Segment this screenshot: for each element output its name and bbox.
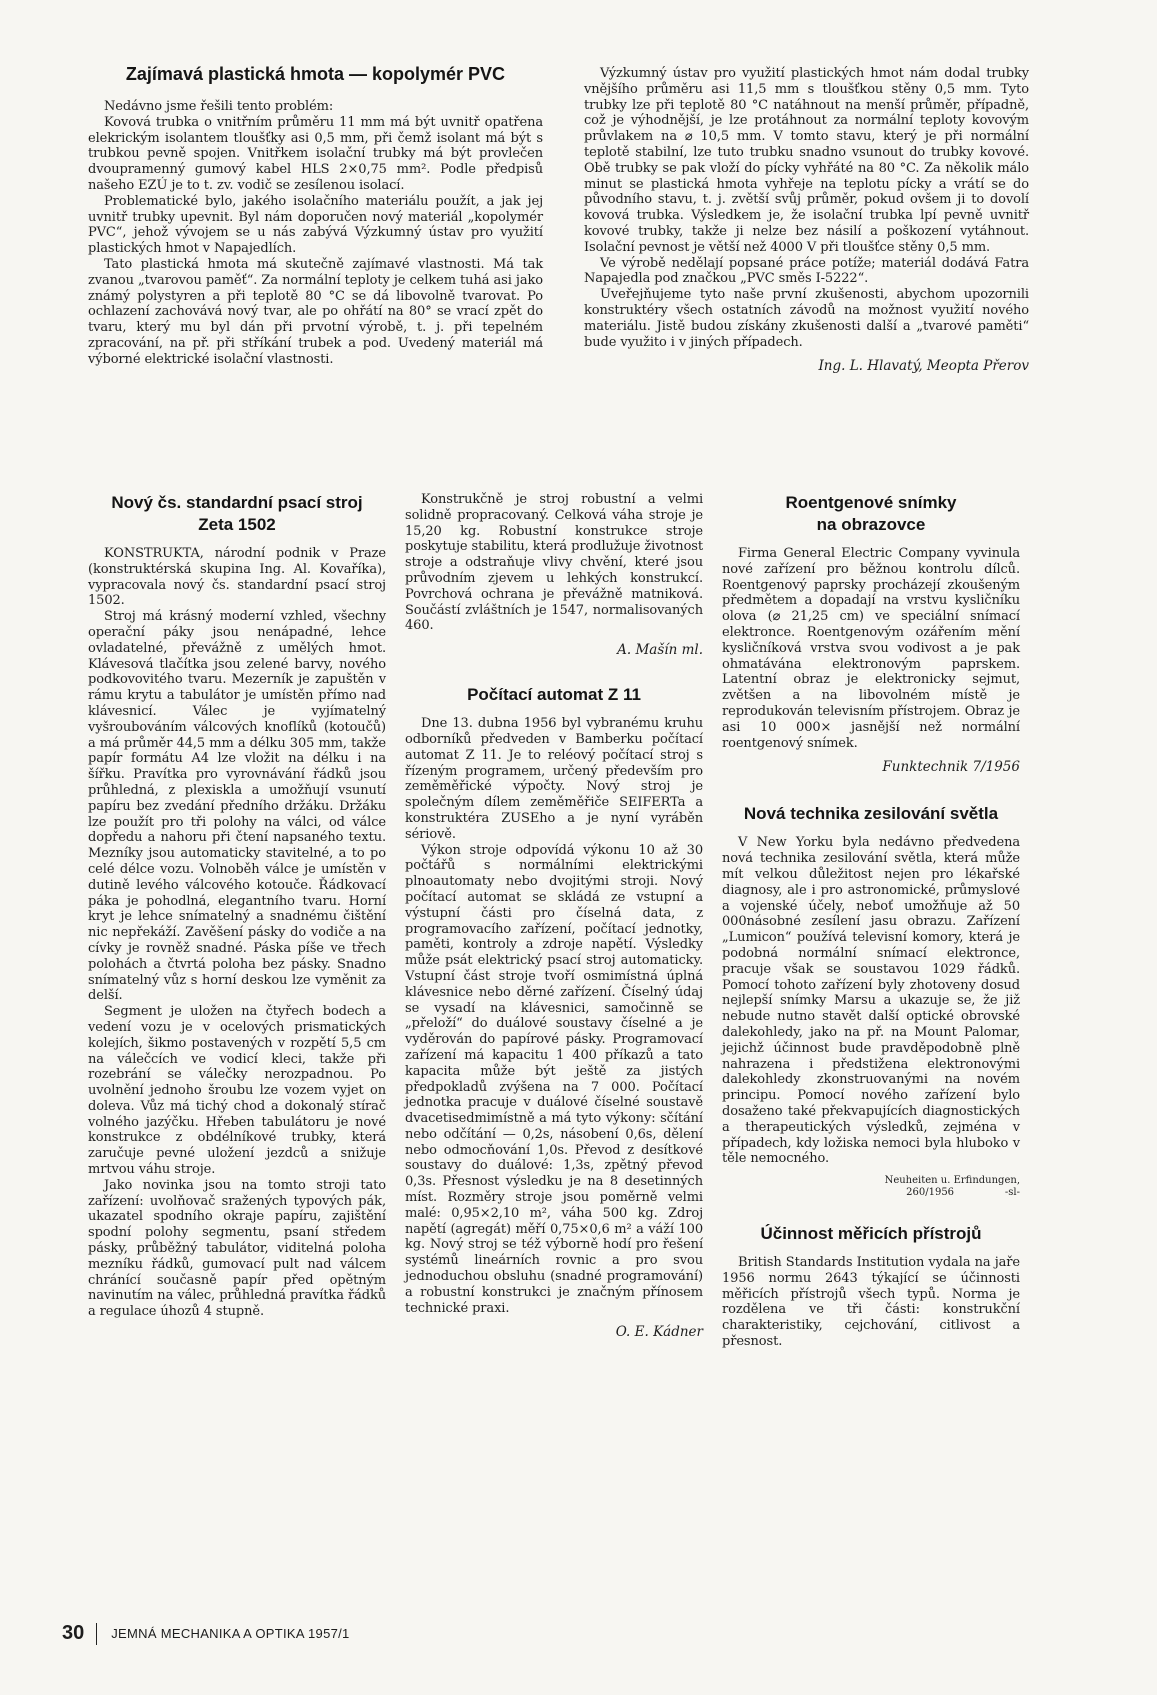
paragraph: Konstrukčně je stroj robustní a velmi solidně propracovaný. Celková váha stroje je 15,20 kg. Robustní konstrukce stroje poskytuje stabilitu, která prodlužuje životnost stroje a odstraňuje vlivy chvění, které jsou průvodním zjevem u lehkých konstrukcí. Povrchová ochrana je převážně matniková. Součástí zvláštních je 1547, normalisovaných 460. <box>405 492 703 634</box>
paragraph: Ve výrobě nedělají popsané práce potíže; materiál dodává Fatra Napajedla pod značkou „PVC směs I-5222“. <box>584 255 1029 287</box>
article-title <box>722 492 1020 536</box>
article-title: Nová technika zesilování světla <box>743 804 999 824</box>
page-footer <box>62 1622 350 1645</box>
paragraph: Uveřejňujeme tyto naše první zkušenosti, abychom upozornili konstruktéry všech ostatních závodů na možnost využití nového materiálu. Jistě budou získány zkušenosti další a „tvarové paměti“ bude využito i v jiných případech. <box>584 287 1029 350</box>
footer-divider <box>96 1623 97 1645</box>
article-title: Počítací automat Z 11 <box>467 685 641 705</box>
title-line: Nový čs. standardní psací stroj <box>111 493 363 512</box>
paragraph: Tato plastická hmota má skutečně zajímavé vlastnosti. Má tak zvanou „tvarovou paměť“. Za normální teploty je celkem tuhá asi jako známý polystyren a při teplotě 80 °C se dá libovolně tvarovat. Po ochlazení zachovává nový tvar, ale po ohřátí na 80° se vrací zpět do tvaru, který mu byl dán při prvotní výrobě, t. j. při tepelném zpracování, na př. při stříkání trubek a pod. Uvedený materiál má výborné elektrické isolační vlastnosti. <box>88 256 543 367</box>
article-title: Zajímavá plastická hmota — kopolymér PVC <box>125 64 506 84</box>
paragraph: V New Yorku byla nedávno předvedena nová technika zesilování světla, která může mít velkou důležitost nejen pro lékařské diagnosy, ale i pro astronomické, průmyslové a vojenské účely, neboť umožňuje až 50 000násobné zesílení jasu obrazu. Zařízení „Lumicon“ používá televisní komory, která je podobná normální snímací elektronce, pracuje však se soustavou 1029 řádků. Pomocí tohoto zařízení byly zhotoveny dosud nejlepší snímky Marsu a ukazuje se, že již nebude nutno stavět další optické obrovské dalekohledy, jako na př. na Mount Palomar, jejichž účinnost bude pravděpodobně plně nahrazena i předstižena elektronovými dalekohledy zkonstruovanými na novém principu. Pomocí nového zařízení bylo dosaženo také překvapujících diagnostických a therapeutických výsledků, zejména v případech, kdy ložiska nemoci byla hluboko v těle nemocného. <box>722 835 1020 1167</box>
article-zeta-col-1 <box>88 492 386 1320</box>
paragraph: Dne 13. dubna 1956 byl vybranému kruhu odborníků předveden v Bamberku počítací automat Z 11. Je to reléový počítací stroj s řízeným programem, určený především pro zeměměřické výpočty. Nový stroj je společným dílem zeměměřiče SEIFERTa a konstruktéra ZUSEho a je nyní vyráběn sériově. <box>405 716 703 842</box>
paragraph: KONSTRUKTA, národní podnik v Praze (konstruktérská skupina Ing. Al. Kovaříka), vypracovala nový čs. standardní psací stroj 1502. <box>88 546 386 609</box>
paragraph: British Standards Institution vydala na jaře 1956 normu 2643 týkající se účinnosti měřicích přístrojů všech typů. Norma je rozdělena ve tři části: konstrukční charakteristiky, cejchování, citlivost a přesnost. <box>722 1255 1020 1350</box>
title-line: na obrazovce <box>816 515 926 534</box>
paragraph: Segment je uložen na čtyřech bodech a vedení vozu je v ocelových prismatických kolejích, šikmo postavených v rozpětí 5,5 cm na válečcích ve vodicí kleci, takže při rozebrání se válečky nerozpadnou. Po uvolnění jednoho šroubu lze vozem vyjet on doleva. Vůz má tichý chod a dokonalý stírač volného jazýčku. Hřeben tabulátoru je nové konstrukce z obdélníkové trubky, která zaručuje pevné uložení jezdců a snižuje mrtvou váhu stroje. <box>88 1004 386 1178</box>
author-signature: Ing. L. Hlavatý, Meopta Přerov <box>818 358 1029 375</box>
journal-title: JEMNÁ MECHANIKA A OPTIKA 1957/1 <box>111 1626 350 1641</box>
author-signature: O. E. Kádner <box>615 1324 703 1341</box>
paragraph: Problematické bylo, jakého isolačního materiálu použít, a jak jej uvnitř trubky upevnit. Byl nám doporučen nový materiál „kopolymér PVC“, jehož vývojem se u nás zabývá Výzkumný ústav pro využití plastických hmot v Napajedlích. <box>88 193 543 257</box>
article-kopolymer-col-1 <box>88 64 543 368</box>
source-line: 260/1956 -sl- <box>906 1187 1020 1199</box>
source-citation: Funktechnik 7/1956 <box>882 759 1020 776</box>
author-signature: A. Mašín ml. <box>617 642 703 659</box>
title-line: Roentgenové snímky <box>785 493 957 512</box>
page-number: 30 <box>62 1622 85 1644</box>
paragraph: Nedávno jsme řešili tento problém: <box>104 99 334 114</box>
paragraph: Výkon stroje odpovídá výkonu 10 až 30 počtářů s normálními elektrickými plnoautomaty nebo dvojitými stroji. Nový počítací automat se skládá ze vstupní a výstupní části pro číselná data, z programovacího zařízení, počítací jednotky, paměti, kontroly a zdroje napětí. Výsledky může psát elektrický psací stroj automaticky. Vstupní část stroje tvoří osmimístná úplná klávesnice nebo děrné zařízení. Číselný údaj se vysadí na klávesnici, samočinně se „přeloží“ do duálové soustavy číselné a je vyděrován do papírové pásky. Programovací zařízení má kapacitu 1 400 příkazů a tato kapacita může být ještě za jistých předpokladů zvýšena na 7 000. Počítací jednotka pracuje v duálové číselné soustavě dvacetisedmimístně a má tyto výkony: sčítání nebo odčítání — 0,2s, násobení 0,6s, dělení nebo odmocňování 1,0s. Převod z desítkové soustavy do duálové: 1,3s, zpětný převod 0,3s. Přesnost výsledku je na 8 desetinných míst. Rozměry stroje jsou poměrně velmi malé: 0,95×2,10 m², váha 500 kg. Zdroj napětí (agregát) měří 0,75×0,6 m² a váží 100 kg. Nový stroj se též výborně hodí pro řešení systémů lineárních rovnic a pro svou jednoduchou obsluhu (snadné programování) a robustní konstrukci je značným přínosem technické praxi. <box>405 842 703 1316</box>
paragraph: Kovová trubka o vnitřním průměru 11 mm má být uvnitř opatřena elekrickým isolantem tloušťky asi 0,5 mm, při čemž isolant má být s trubkou pevně spojen. Vnitřkem isolační trubky má být provlečen dvoupramenný gumový kabel HLS 2×0,75 mm². Podle předpisů našeho EZÚ je to t. zv. vodič se zesílenou isolací. <box>88 114 543 193</box>
column-middle <box>405 492 703 1340</box>
paragraph: Výzkumný ústav pro využití plastických hmot nám dodal trubky vnějšího průměru asi 11,5 mm s tloušťkou stěny 0,5 mm. Tyto trubky lze při teplotě 80 °C natáhnout na menší průměr, případně, což je výhodnější, je lze protáhnout za normální teploty kovovým průvlakem na ⌀ 10,5 mm. V tomto stavu, který je při normální teplotě stabilní, lze tuto trubku snadno vsunout do trubky kovové. Obě trubky se pak vloží do pícky vyhřáté na 80 °C. Za několik málo minut se plastická hmota vyhřeje na teplotu pícky a vrátí se do původního stavu, t. j. zvětší svůj průměr, pokud ovšem ji to dovolí kovová trubka. Výsledkem je, že isolační trubka lpí pevně uvnitř kovové trubky, takže ji nelze bez násilí a poškození vytáhnout. Isolační pevnost je větší než 4000 V při tloušťce stěny 0,5 mm. <box>584 66 1029 255</box>
article-title <box>88 492 386 536</box>
article-kopolymer-col-2 <box>584 66 1029 374</box>
source-citation <box>722 1175 1020 1199</box>
column-right <box>722 492 1020 1350</box>
paragraph: Stroj má krásný moderní vzhled, všechny operační páky jsou nenápadné, lehce ovladatelné, převážně z umělých hmot. Klávesová tlačítka jsou zelené barvy, nového podkovovitého tvaru. Mezerník je zapuštěn v rámu krytu a tabulátor je umístěn přímo nad klávesnicí. Válec je vyjímatelný vyšroubováním válcových knoflíků (kotoučů) a má průměr 44,5 mm a délku 305 mm, takže papír formátu A4 lze vložit na délku i na šířku. Pravítka pro vyrovnávání řádků jsou průhledná, z plexiskla a umožňují vsunutí papíru bez zvedání předního držáku. Držáku lze použít pro tři polohy na válci, od válce dopředu a nahoru při čtení napsaného textu. Mezníky jsou automaticky stavitelné, a to po celé délce vozu. Volnoběh válce je umístěn v dutině levého válcového kotouče. Řádkovací páka je pohodlná, elegantního tvaru. Horní kryt je lehce snímatelný a snadnému čištění nic nepřekáží. Zavěšení pásky do vodiče a na cívky je rovněž snadné. Páska píše ve třech polohách a čtvrtá poloha bez pásky. Snadno snímatelný vůz s horní deskou lze vyměnit za delší. <box>88 609 386 1004</box>
paragraph: Jako novinka jsou na tomto stroji tato zařízení: uvolňovač sražených typových pák, ukazatel spodního okraje papíru, zajištění spodní polohy segmentu, psaní středem pásky, průběžný tabulátor, viditelná poloha mezníku řádků, gumovací pult nad válcem chránící současně papír před opětným navinutím na válec, průhledná pravítka řádků a regulace úhozů 4 stupně. <box>88 1177 386 1320</box>
article-title: Účinnost měřicích přístrojů <box>760 1224 982 1244</box>
source-line: Neuheiten u. Erfindungen, <box>884 1175 1020 1187</box>
paragraph: Firma General Electric Company vyvinula nové zařízení pro běžnou kontrolu dílců. Roentgenový paprsky procházejí zkoušeným předmětem a dopadají na vrstvu kysličníku olova (⌀ 21,25 cm) ve speciální snímací elektronce. Roentgenovým ozářením mění kysličníková vrstva svou vodivost a je pak ohmatávána elektronovým paprskem. Latentní obraz je elektronicky sejmut, zvětšen a na libovolném místě je reprodukován televisním přístrojem. Obraz je asi 10 000× jasnější než normální roentgenový snímek. <box>722 546 1020 751</box>
title-line: Zeta 1502 <box>198 515 276 534</box>
